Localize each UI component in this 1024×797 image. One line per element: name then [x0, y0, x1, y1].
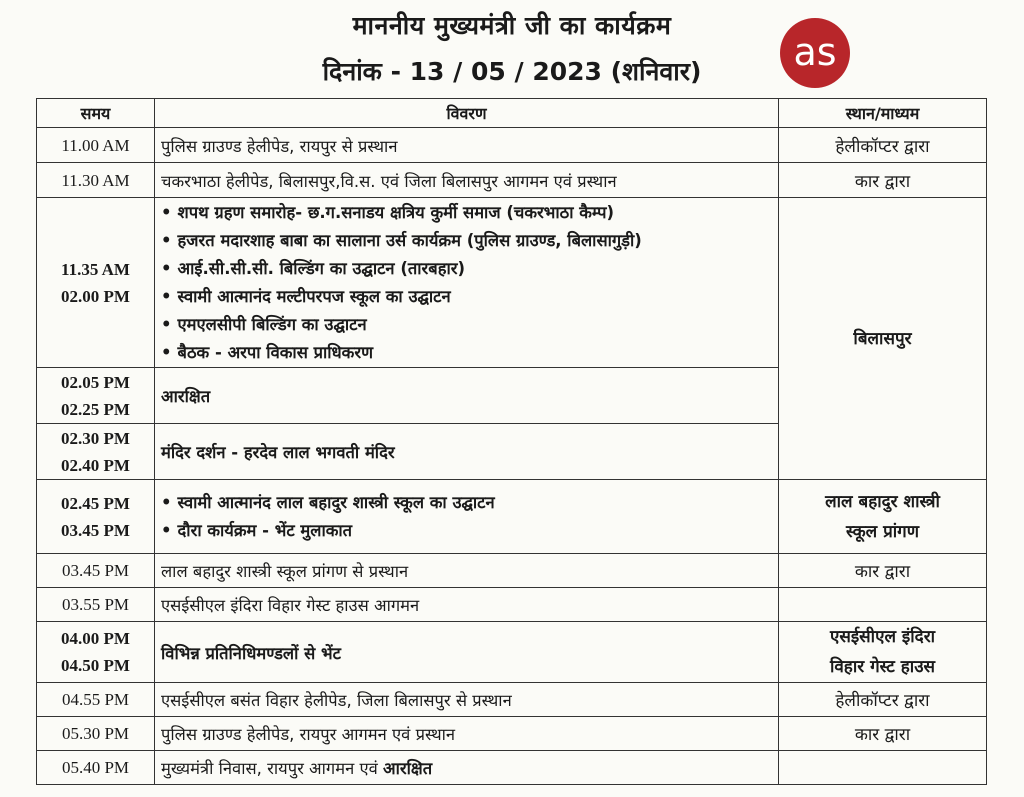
list-item: • हजरत मदारशाह बाबा का सालाना उर्स कार्यक्रम (पुलिस ग्राउण्ड, बिलासागुड़ी) [161, 227, 772, 255]
table-row [37, 554, 987, 588]
table-row [37, 163, 987, 198]
row-details: पुलिस ग्राउण्ड हेलीपेड, रायपुर आगमन एवं प्रस्थान [155, 717, 779, 751]
row-place: हेलीकॉप्टर द्वारा [779, 683, 987, 717]
row-place: कार द्वारा [779, 163, 987, 198]
row-place: बिलासपुर [779, 198, 987, 480]
row-time: 02.45 PM 03.45 PM [37, 480, 155, 554]
row-details: पुलिस ग्राउण्ड हेलीपेड, रायपुर से प्रस्थान [155, 128, 779, 163]
row-details: एसईसीएल इंदिरा विहार गेस्ट हाउस आगमन [155, 588, 779, 622]
as-logo [780, 18, 850, 88]
row-time: 03.45 PM [37, 554, 155, 588]
table-row [37, 128, 987, 163]
row-time: 05.40 PM [37, 751, 155, 785]
row-details: विभिन्न प्रतिनिधिमण्डलों से भेंट [155, 622, 779, 683]
date-line: दिनांक - 13 / 05 / 2023 (शनिवार) [322, 57, 702, 86]
row-details [155, 198, 779, 368]
row-place: एसईसीएल इंदिरा विहार गेस्ट हाउस [779, 622, 987, 683]
row-time: 11.35 AM 02.00 PM [37, 198, 155, 368]
row-place: कार द्वारा [779, 554, 987, 588]
list-item: • स्वामी आत्मानंद मल्टीपरपज स्कूल का उद्घाटन [161, 283, 772, 311]
row-place: हेलीकॉप्टर द्वारा [779, 128, 987, 163]
logo-text: as [793, 30, 837, 74]
list-item: • आई.सी.सी.सी. बिल्डिंग का उद्घाटन (तारबहार) [161, 255, 772, 283]
row-details: चकरभाठा हेलीपेड, बिलासपुर,वि.स. एवं जिला बिलासपुर आगमन एवं प्रस्थान [155, 163, 779, 198]
page-title: माननीय मुख्यमंत्री जी का कार्यक्रम [352, 11, 672, 40]
table-header-row [37, 99, 987, 128]
schedule-table [36, 98, 987, 785]
list-item: • एमएलसीपी बिल्डिंग का उद्घाटन [161, 311, 772, 339]
col-header-details: विवरण [155, 99, 779, 128]
list-item: • दौरा कार्यक्रम - भेंट मुलाकात [161, 517, 772, 545]
table-row [37, 717, 987, 751]
list-item: • बैठक - अरपा विकास प्राधिकरण [161, 339, 772, 367]
row-time: 02.05 PM 02.25 PM [37, 368, 155, 424]
table-row [37, 198, 987, 368]
table-row [37, 622, 987, 683]
col-header-time: समय [37, 99, 155, 128]
row-details [155, 480, 779, 554]
row-time: 11.00 AM [37, 128, 155, 163]
reserved-label: आरक्षित [383, 759, 433, 778]
table-row [37, 480, 987, 554]
row-time: 04.55 PM [37, 683, 155, 717]
row-place [779, 751, 987, 785]
table-row [37, 751, 987, 785]
table-row [37, 683, 987, 717]
row-time: 04.00 PM 04.50 PM [37, 622, 155, 683]
row-details: लाल बहादुर शास्त्री स्कूल प्रांगण से प्रस्थान [155, 554, 779, 588]
row-place: कार द्वारा [779, 717, 987, 751]
row-time: 11.30 AM [37, 163, 155, 198]
row-details: मंदिर दर्शन - हरदेव लाल भगवती मंदिर [155, 424, 779, 480]
row-time: 05.30 PM [37, 717, 155, 751]
row-place: लाल बहादुर शास्त्री स्कूल प्रांगण [779, 480, 987, 554]
table-row [37, 588, 987, 622]
row-time: 03.55 PM [37, 588, 155, 622]
row-time: 02.30 PM 02.40 PM [37, 424, 155, 480]
col-header-place: स्थान/माध्यम [779, 99, 987, 128]
row-details: मुख्यमंत्री निवास, रायपुर आगमन एवं आरक्षित [155, 751, 779, 785]
row-details: एसईसीएल बसंत विहार हेलीपेड, जिला बिलासपुर से प्रस्थान [155, 683, 779, 717]
list-item: • शपथ ग्रहण समारोह- छ.ग.सनाडय क्षत्रिय कुर्मी समाज (चकरभाठा कैम्प) [161, 199, 772, 227]
row-details: आरक्षित [155, 368, 779, 424]
list-item: • स्वामी आत्मानंद लाल बहादुर शास्त्री स्कूल का उद्घाटन [161, 489, 772, 517]
row-place [779, 588, 987, 622]
